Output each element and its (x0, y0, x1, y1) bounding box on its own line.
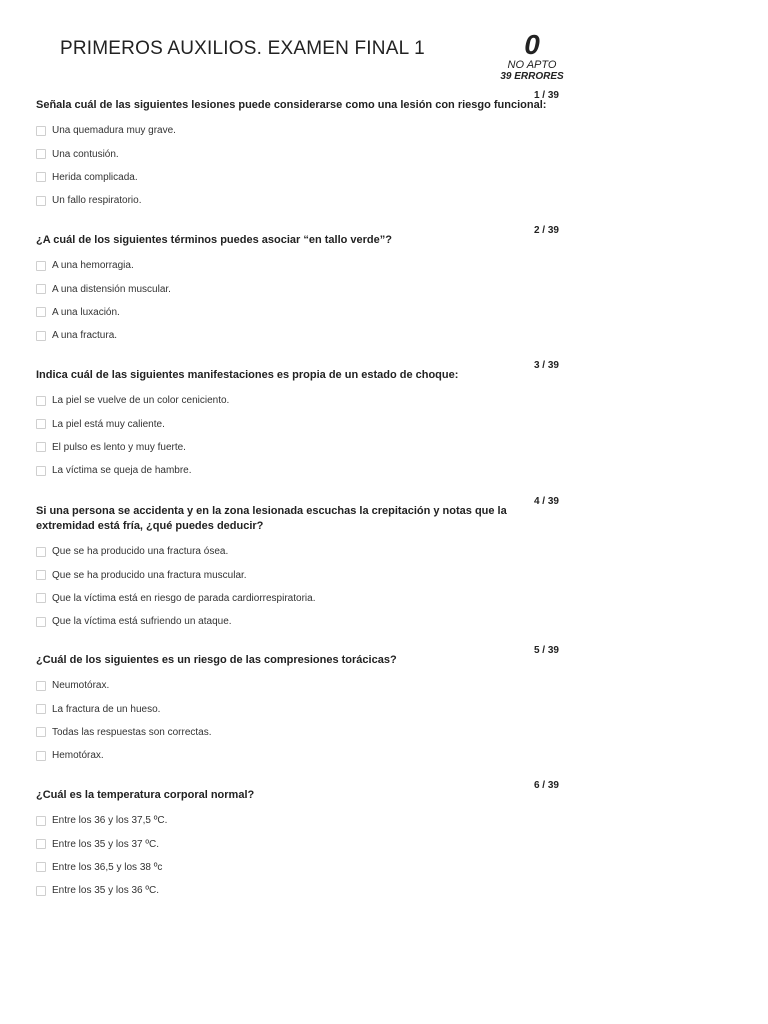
answer-option[interactable] (36, 809, 566, 832)
question-counter: 3 / 39 (533, 360, 559, 371)
checkbox[interactable] (36, 172, 46, 182)
answer-option[interactable] (36, 189, 566, 212)
answer-label: Un fallo respiratorio. (52, 195, 142, 207)
question-1 (36, 90, 566, 213)
answer-option[interactable] (36, 459, 566, 482)
answer-options (36, 540, 566, 634)
answer-option[interactable] (36, 142, 566, 165)
answer-option[interactable] (36, 674, 566, 697)
answer-option[interactable] (36, 856, 566, 879)
answer-option[interactable] (36, 119, 566, 142)
checkbox[interactable] (36, 196, 46, 206)
checkbox[interactable] (36, 396, 46, 406)
error-count: 39 ERRORES (500, 71, 564, 82)
checkbox[interactable] (36, 862, 46, 872)
answer-label: Todas las respuestas son correctas. (52, 726, 212, 738)
answer-option[interactable] (36, 540, 566, 563)
checkbox[interactable] (36, 570, 46, 580)
checkbox[interactable] (36, 816, 46, 826)
answer-label: La víctima se queja de hambre. (52, 465, 192, 477)
checkbox[interactable] (36, 149, 46, 159)
question-text: Si una persona se accidenta y en la zona lesionada escuchas la crepitación y notas que la extremidad está fría, ¿qué puedes deducir? (36, 505, 507, 532)
answer-label: La piel está muy caliente. (52, 418, 165, 430)
answer-option[interactable] (36, 879, 566, 902)
answer-option[interactable] (36, 563, 566, 586)
checkbox[interactable] (36, 751, 46, 761)
question-4 (36, 496, 566, 634)
answer-option[interactable] (36, 324, 566, 347)
answer-label: La piel se vuelve de un color ceniciento. (52, 395, 230, 407)
answer-label: Entre los 35 y los 36 ºC. (52, 885, 160, 897)
checkbox[interactable] (36, 681, 46, 691)
question-text: ¿Cuál es la temperatura corporal normal? (36, 789, 255, 801)
checkbox[interactable] (36, 261, 46, 271)
answer-options (36, 809, 566, 903)
score-status: NO APTO (507, 59, 557, 71)
answer-option[interactable] (36, 832, 566, 855)
answer-label: Una contusión. (52, 148, 119, 160)
answer-option[interactable] (36, 610, 566, 633)
answer-label: A una luxación. (52, 306, 120, 318)
answer-option[interactable] (36, 721, 566, 744)
answer-label: Que se ha producido una fractura ósea. (52, 546, 229, 558)
answer-option[interactable] (36, 412, 566, 435)
checkbox[interactable] (36, 593, 46, 603)
question-6 (36, 780, 566, 903)
checkbox[interactable] (36, 886, 46, 896)
answer-label: Hemotórax. (52, 750, 104, 762)
answer-option[interactable] (36, 166, 566, 189)
checkbox[interactable] (36, 331, 46, 341)
answer-label: Que se ha producido una fractura muscular. (52, 569, 247, 581)
answer-option[interactable] (36, 744, 566, 767)
question-counter: 4 / 39 (533, 496, 559, 507)
answer-option[interactable] (36, 697, 566, 720)
question-2 (36, 225, 566, 348)
answer-label: A una fractura. (52, 330, 118, 342)
checkbox[interactable] (36, 617, 46, 627)
checkbox[interactable] (36, 466, 46, 476)
question-counter: 5 / 39 (533, 645, 559, 656)
score-panel (472, 30, 592, 83)
answer-label: Que la víctima está en riesgo de parada cardiorrespiratoria. (52, 592, 316, 604)
question-counter: 6 / 39 (533, 780, 559, 791)
answer-option[interactable] (36, 301, 566, 324)
question-text: ¿A cuál de los siguientes términos puedes asociar “en tallo verde”? (36, 234, 392, 246)
answer-label: Herida complicada. (52, 171, 138, 183)
checkbox[interactable] (36, 727, 46, 737)
answer-option[interactable] (36, 389, 566, 412)
checkbox[interactable] (36, 419, 46, 429)
question-5 (36, 645, 566, 768)
answer-options (36, 254, 566, 348)
question-counter: 2 / 39 (533, 225, 559, 236)
score-value: 0 (524, 29, 540, 60)
answer-label: Una quemadura muy grave. (52, 125, 176, 137)
question-3 (36, 360, 566, 483)
checkbox[interactable] (36, 442, 46, 452)
answer-options (36, 674, 566, 768)
checkbox[interactable] (36, 704, 46, 714)
answer-label: Entre los 36 y los 37,5 ºC. (52, 815, 168, 827)
answer-label: A una distensión muscular. (52, 283, 171, 295)
answer-option[interactable] (36, 277, 566, 300)
answer-label: Que la víctima está sufriendo un ataque. (52, 616, 232, 628)
answer-options (36, 389, 566, 483)
answer-label: Entre los 35 y los 37 ºC. (52, 838, 160, 850)
exam-title: PRIMEROS AUXILIOS. EXAMEN FINAL 1 (60, 38, 425, 59)
answer-label: A una hemorragia. (52, 260, 134, 272)
question-text: Indica cuál de las siguientes manifestaciones es propia de un estado de choque: (36, 369, 459, 381)
answer-options (36, 119, 566, 213)
answer-option[interactable] (36, 587, 566, 610)
answer-label: El pulso es lento y muy fuerte. (52, 441, 186, 453)
checkbox[interactable] (36, 839, 46, 849)
question-text: Señala cuál de las siguientes lesiones puede considerarse como una lesión con riesgo funcional: (36, 99, 547, 111)
answer-label: Entre los 36,5 y los 38 ºc (52, 861, 163, 873)
answer-option[interactable] (36, 436, 566, 459)
question-counter: 1 / 39 (533, 90, 559, 101)
checkbox[interactable] (36, 547, 46, 557)
answer-option[interactable] (36, 254, 566, 277)
checkbox[interactable] (36, 126, 46, 136)
checkbox[interactable] (36, 284, 46, 294)
answer-label: La fractura de un hueso. (52, 703, 161, 715)
answer-label: Neumotórax. (52, 680, 110, 692)
checkbox[interactable] (36, 307, 46, 317)
question-text: ¿Cuál de los siguientes es un riesgo de las compresiones torácicas? (36, 654, 397, 666)
